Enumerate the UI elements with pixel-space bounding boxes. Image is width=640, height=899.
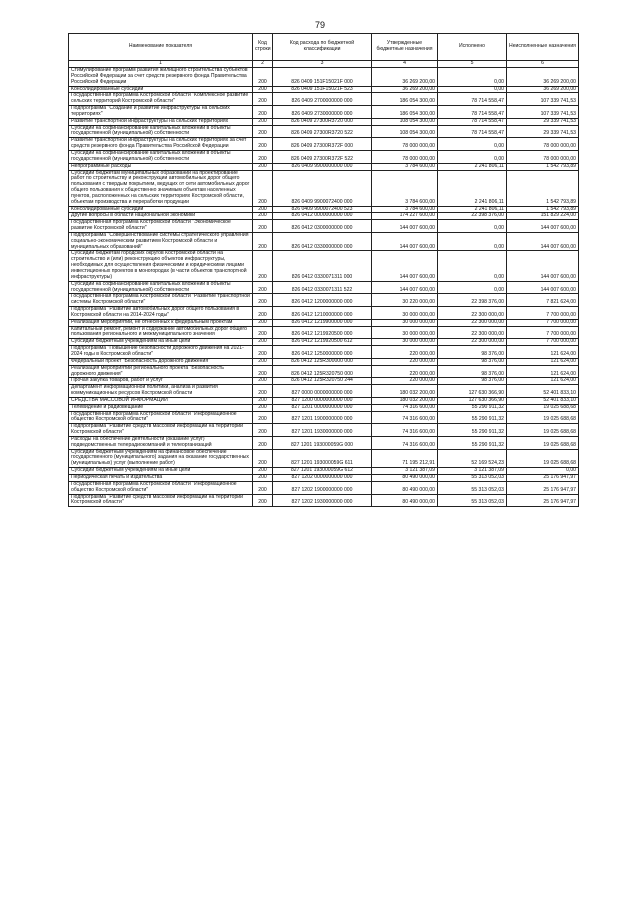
row-line-code: 200 (253, 339, 273, 346)
row-executed-amount: 127 630 366,90 (438, 385, 507, 398)
row-expense-code: 826 0409 151F15021F 000 (273, 68, 372, 87)
row-line-code: 200 (253, 424, 273, 437)
row-line-code: 200 (253, 213, 273, 220)
row-unexecuted-amount: 52 401 833,10 (507, 385, 579, 398)
row-line-code: 200 (253, 475, 273, 482)
row-expense-code: 826 0409 151F15021F 523 (273, 86, 372, 93)
table-row (69, 163, 579, 170)
row-executed-amount: 98 376,00 (438, 378, 507, 385)
row-expense-code: 826 0409 2730000000 000 (273, 106, 372, 119)
row-approved-amount: 220 000,00 (372, 346, 438, 359)
row-approved-amount: 78 000 000,00 (372, 150, 438, 163)
row-line-code: 200 (253, 449, 273, 468)
row-line-code: 200 (253, 150, 273, 163)
row-approved-amount: 144 007 600,00 (372, 251, 438, 281)
row-indicator-name: Стимулирование программ развития жилищного строительства субъектов Российской Федерации за счет средств резервного фонда Правительства Российской Федерации (69, 68, 253, 87)
row-unexecuted-amount: 151 829 224,00 (507, 213, 579, 220)
row-indicator-name: Субсидии бюджетам муниципальных образований на проектирование работ по строительству и реконструкции автомобильных дорог общего пользования с твердым покрытием, ведущих от сети автомобильных дорог общего пользования к общественно значимым объектам населенных пунктов, расположенных на сельских территориях Костромской области, объектам производства и переработки продукции (69, 170, 253, 206)
row-unexecuted-amount: 1 542 793,89 (507, 170, 579, 206)
row-unexecuted-amount: 1 542 793,89 (507, 163, 579, 170)
row-unexecuted-amount: 19 025 688,68 (507, 404, 579, 411)
row-executed-amount: 55 313 052,03 (438, 494, 507, 507)
row-indicator-name: Государственная программа Костромской области "Информационное общество Костромской области" (69, 481, 253, 494)
row-executed-amount: 55 313 052,03 (438, 481, 507, 494)
header-expense-code: Код расхода по бюджетной классификации (273, 34, 372, 61)
row-unexecuted-amount: 0,00 (507, 468, 579, 475)
row-executed-amount: 98 376,00 (438, 365, 507, 378)
row-indicator-name: Прочая закупка товаров, работ и услуг (69, 378, 253, 385)
row-expense-code: 826 0412 0000000000 000 (273, 213, 372, 220)
row-expense-code: 826 0412 0330000000 000 (273, 232, 372, 251)
row-expense-code: 826 0409 9900072400 523 (273, 206, 372, 213)
row-indicator-name: Подпрограмма "Повышение безопасности дорожного движения на 2021-2024 годы в Костромской области" (69, 346, 253, 359)
table-row (69, 251, 579, 281)
row-executed-amount: 2 241 806,11 (438, 170, 507, 206)
row-indicator-name: Телевидение и радиовещание (69, 404, 253, 411)
row-line-code: 200 (253, 170, 273, 206)
row-unexecuted-amount: 78 000 000,00 (507, 138, 579, 151)
row-line-code: 200 (253, 436, 273, 449)
table-row (69, 365, 579, 378)
row-line-code: 200 (253, 326, 273, 339)
row-executed-amount: 0,00 (438, 220, 507, 233)
row-expense-code: 826 0412 1219900000 000 (273, 319, 372, 326)
row-executed-amount: 78 714 558,47 (438, 125, 507, 138)
row-line-code: 200 (253, 86, 273, 93)
row-executed-amount: 55 290 911,32 (438, 424, 507, 437)
table-row (69, 150, 579, 163)
row-indicator-name: Реализация мероприятий регионального проекта "Безопасность дорожного движения" (69, 365, 253, 378)
page-number: 79 (314, 20, 325, 30)
row-unexecuted-amount: 121 624,00 (507, 365, 579, 378)
row-approved-amount: 144 007 600,00 (372, 220, 438, 233)
row-indicator-name: Подпрограмма "Создание и развитие инфраструктуры на сельских территориях" (69, 106, 253, 119)
row-unexecuted-amount: 7 700 000,00 (507, 307, 579, 320)
column-number: 5 (438, 61, 507, 68)
row-approved-amount: 80 490 000,00 (372, 475, 438, 482)
table-row (69, 307, 579, 320)
row-unexecuted-amount: 19 025 688,68 (507, 436, 579, 449)
row-executed-amount: 0,00 (438, 150, 507, 163)
row-line-code: 200 (253, 468, 273, 475)
row-executed-amount: 22 300 000,00 (438, 326, 507, 339)
table-row (69, 436, 579, 449)
table-row (69, 411, 579, 424)
row-indicator-name: Расходы на обеспечение деятельности (оказание услуг) подведомственных телерадиокомпаний и телеорганизаций (69, 436, 253, 449)
row-approved-amount: 220 000,00 (372, 378, 438, 385)
row-executed-amount: 55 290 911,32 (438, 404, 507, 411)
row-line-code: 200 (253, 294, 273, 307)
header-approved: Утвержденные бюджетные назначения (372, 34, 438, 61)
row-expense-code: 826 0412 0330071311 000 (273, 251, 372, 281)
row-line-code: 200 (253, 138, 273, 151)
row-line-code: 200 (253, 118, 273, 125)
row-indicator-name: Субсидии бюджетным учреждениям на иные цели (69, 468, 253, 475)
row-expense-code: 826 0409 27300R372F 522 (273, 150, 372, 163)
row-expense-code: 826 0412 125R300000 000 (273, 358, 372, 365)
row-indicator-name: Федеральный проект "Безопасность дорожного движения" (69, 358, 253, 365)
table-row (69, 385, 579, 398)
row-executed-amount: 78 714 558,47 (438, 93, 507, 106)
row-line-code: 200 (253, 163, 273, 170)
table-row (69, 281, 579, 294)
row-expense-code: 827 1202 1900000000 000 (273, 481, 372, 494)
row-executed-amount: 0,00 (438, 86, 507, 93)
row-expense-code: 827 1201 193000059G 000 (273, 436, 372, 449)
row-unexecuted-amount: 121 624,00 (507, 346, 579, 359)
row-expense-code: 827 1201 0000000000 000 (273, 404, 372, 411)
row-line-code: 200 (253, 358, 273, 365)
budget-execution-table (68, 33, 579, 507)
row-unexecuted-amount: 78 000 000,00 (507, 150, 579, 163)
row-executed-amount: 98 376,00 (438, 346, 507, 359)
row-executed-amount: 0,00 (438, 68, 507, 87)
row-executed-amount: 55 290 911,32 (438, 411, 507, 424)
row-executed-amount: 55 290 911,32 (438, 436, 507, 449)
row-expense-code: 826 0412 1210000000 000 (273, 307, 372, 320)
row-executed-amount: 0,00 (438, 232, 507, 251)
row-expense-code: 826 0412 1219920500 000 (273, 326, 372, 339)
row-line-code: 200 (253, 106, 273, 119)
row-indicator-name: Развитие транспортной инфраструктуры на сельских территориях (69, 118, 253, 125)
table-row (69, 138, 579, 151)
row-approved-amount: 30 000 000,00 (372, 307, 438, 320)
row-expense-code: 826 0409 27300R3720 522 (273, 125, 372, 138)
row-indicator-name: Подпрограмма "Развитие средств массовой информации на территории Костромской области" (69, 494, 253, 507)
row-unexecuted-amount: 107 339 741,53 (507, 93, 579, 106)
row-expense-code: 826 0412 0300000000 000 (273, 220, 372, 233)
row-line-code: 200 (253, 494, 273, 507)
row-line-code: 200 (253, 206, 273, 213)
row-indicator-name: Государственная программа Костромской области "Информационное общество Костромской области" (69, 411, 253, 424)
row-expense-code: 827 1201 1900000000 000 (273, 411, 372, 424)
header-line-code: Код строки (253, 34, 273, 61)
row-executed-amount: 22 300 000,00 (438, 319, 507, 326)
row-unexecuted-amount: 25 176 947,97 (507, 494, 579, 507)
row-expense-code: 826 0409 2700000000 000 (273, 93, 372, 106)
row-approved-amount: 3 784 600,00 (372, 170, 438, 206)
row-expense-code: 826 0412 1219920500 612 (273, 339, 372, 346)
row-executed-amount: 78 714 558,47 (438, 118, 507, 125)
row-indicator-name: Непрограммные расходы (69, 163, 253, 170)
row-indicator-name: Субсидии бюджетным учреждениям на иные цели (69, 339, 253, 346)
row-unexecuted-amount: 25 176 947,97 (507, 481, 579, 494)
row-approved-amount: 36 269 200,00 (372, 68, 438, 87)
table-row (69, 68, 579, 87)
row-indicator-name: Подпрограмма "Развитие средств массовой информации на территории Костромской области" (69, 424, 253, 437)
row-unexecuted-amount: 1 542 793,89 (507, 206, 579, 213)
row-approved-amount: 74 316 600,00 (372, 436, 438, 449)
column-number: 2 (253, 61, 273, 68)
row-line-code: 200 (253, 365, 273, 378)
row-indicator-name: Департамент информационной политики, анализа и развития коммуникационных ресурсов Костромской области (69, 385, 253, 398)
row-unexecuted-amount: 25 176 947,97 (507, 475, 579, 482)
row-approved-amount: 71 195 212,91 (372, 449, 438, 468)
row-expense-code: 827 1201 193000059G 611 (273, 449, 372, 468)
row-expense-code: 826 0409 27300R3720 000 (273, 118, 372, 125)
row-approved-amount: 186 054 300,00 (372, 106, 438, 119)
row-unexecuted-amount: 7 700 000,00 (507, 339, 579, 346)
row-unexecuted-amount: 36 269 200,00 (507, 86, 579, 93)
row-line-code: 200 (253, 385, 273, 398)
row-expense-code: 826 0412 0330071311 522 (273, 281, 372, 294)
row-unexecuted-amount: 7 700 000,00 (507, 319, 579, 326)
row-expense-code: 827 1202 1930000000 000 (273, 494, 372, 507)
table-row (69, 424, 579, 437)
row-expense-code: 827 1201 193000059G 612 (273, 468, 372, 475)
row-indicator-name: Периодическая печать и издательства (69, 475, 253, 482)
row-expense-code: 827 1200 0000000000 000 (273, 397, 372, 404)
row-approved-amount: 3 784 600,00 (372, 163, 438, 170)
row-approved-amount: 220 000,00 (372, 358, 438, 365)
row-approved-amount: 36 269 200,00 (372, 86, 438, 93)
row-indicator-name: Субсидии бюджетам городских округов Костромской области на строительство и (или) реконструкцию объектов инфраструктуры, необходимых для осуществления физическими и юридическими лицами инвестиционных проектов в моногородах (в части объектов транспортной инфраструктуры) (69, 251, 253, 281)
row-approved-amount: 180 032 200,00 (372, 397, 438, 404)
table-body (69, 68, 579, 507)
row-approved-amount: 74 316 600,00 (372, 404, 438, 411)
table-row (69, 346, 579, 359)
row-unexecuted-amount: 121 624,00 (507, 358, 579, 365)
row-approved-amount: 144 007 600,00 (372, 232, 438, 251)
row-approved-amount: 80 490 000,00 (372, 481, 438, 494)
row-approved-amount: 220 000,00 (372, 365, 438, 378)
row-unexecuted-amount: 7 700 000,00 (507, 326, 579, 339)
table-row (69, 481, 579, 494)
table-row (69, 294, 579, 307)
table-row (69, 170, 579, 206)
table-row (69, 494, 579, 507)
row-indicator-name: Государственная программа Костромской области "Экономическое развитие Костромской области" (69, 220, 253, 233)
row-executed-amount: 22 398 376,00 (438, 213, 507, 220)
row-approved-amount: 3 121 387,09 (372, 468, 438, 475)
row-line-code: 200 (253, 125, 273, 138)
column-number: 1 (69, 61, 253, 68)
row-executed-amount: 22 300 000,00 (438, 339, 507, 346)
row-expense-code: 826 0409 9900000000 000 (273, 163, 372, 170)
table-row (69, 220, 579, 233)
table-row (69, 449, 579, 468)
header-unexecuted: Неисполненные назначения (507, 34, 579, 61)
row-executed-amount: 78 714 558,47 (438, 106, 507, 119)
column-number: 3 (273, 61, 372, 68)
row-indicator-name: Подпрограмма "Совершенствование системы стратегического управления социально-экономическим развитием Костромской области и муниципальных образований" (69, 232, 253, 251)
row-unexecuted-amount: 144 007 600,00 (507, 232, 579, 251)
row-indicator-name: Консолидированные субсидии (69, 86, 253, 93)
row-line-code: 200 (253, 378, 273, 385)
row-executed-amount: 2 241 806,11 (438, 163, 507, 170)
row-approved-amount: 144 007 600,00 (372, 281, 438, 294)
row-line-code: 200 (253, 220, 273, 233)
row-line-code: 200 (253, 319, 273, 326)
row-indicator-name: Капитальный ремонт, ремонт и содержание автомобильных дорог общего пользования регионального и межмуниципального значения (69, 326, 253, 339)
row-approved-amount: 78 000 000,00 (372, 138, 438, 151)
row-indicator-name: Государственная программа Костромской области "Развитие транспортной системы Костромской области" (69, 294, 253, 307)
row-indicator-name: СРЕДСТВА МАССОВОЙ ИНФОРМАЦИИ (69, 397, 253, 404)
row-expense-code: 827 1202 0000000000 000 (273, 475, 372, 482)
row-indicator-name: Другие вопросы в области национальной экономики (69, 213, 253, 220)
row-indicator-name: Субсидии на софинансирование капитальных вложений в объекты государственной (муниципальной) собственности (69, 150, 253, 163)
row-expense-code: 827 1201 1930000000 000 (273, 424, 372, 437)
row-approved-amount: 108 054 300,00 (372, 125, 438, 138)
row-unexecuted-amount: 144 007 600,00 (507, 281, 579, 294)
row-line-code: 200 (253, 411, 273, 424)
row-unexecuted-amount: 19 025 688,68 (507, 449, 579, 468)
row-unexecuted-amount: 36 269 200,00 (507, 68, 579, 87)
row-line-code: 200 (253, 346, 273, 359)
row-unexecuted-amount: 121 624,00 (507, 378, 579, 385)
row-approved-amount: 186 054 300,00 (372, 93, 438, 106)
row-approved-amount: 74 316 600,00 (372, 424, 438, 437)
row-line-code: 200 (253, 251, 273, 281)
row-approved-amount: 174 227 600,00 (372, 213, 438, 220)
row-unexecuted-amount: 107 339 741,53 (507, 106, 579, 119)
row-line-code: 200 (253, 404, 273, 411)
row-unexecuted-amount: 144 007 600,00 (507, 220, 579, 233)
row-line-code: 200 (253, 307, 273, 320)
row-executed-amount: 0,00 (438, 251, 507, 281)
row-executed-amount: 55 313 052,03 (438, 475, 507, 482)
row-executed-amount: 22 398 376,00 (438, 294, 507, 307)
row-unexecuted-amount: 19 025 688,68 (507, 424, 579, 437)
row-line-code: 200 (253, 281, 273, 294)
row-unexecuted-amount: 19 025 688,68 (507, 411, 579, 424)
row-expense-code: 826 0412 1250000000 000 (273, 346, 372, 359)
row-expense-code: 826 0409 27300R372F 000 (273, 138, 372, 151)
row-executed-amount: 3 121 387,09 (438, 468, 507, 475)
row-unexecuted-amount: 29 339 741,53 (507, 118, 579, 125)
row-expense-code: 826 0412 1200000000 000 (273, 294, 372, 307)
row-expense-code: 826 0412 125R320750 244 (273, 378, 372, 385)
row-indicator-name: Консолидированные субсидии (69, 206, 253, 213)
row-indicator-name: Государственная программа Костромской области "Комплексное развитие сельских территорий Костромской области" (69, 93, 253, 106)
row-unexecuted-amount: 144 007 600,00 (507, 251, 579, 281)
column-number: 4 (372, 61, 438, 68)
row-executed-amount: 0,00 (438, 138, 507, 151)
row-executed-amount: 127 630 366,90 (438, 397, 507, 404)
row-line-code: 200 (253, 232, 273, 251)
row-indicator-name: Реализация мероприятий, не отнесенных к федеральным проектам (69, 319, 253, 326)
row-approved-amount: 80 490 000,00 (372, 494, 438, 507)
row-approved-amount: 30 000 000,00 (372, 339, 438, 346)
row-expense-code: 826 0409 9900072400 000 (273, 170, 372, 206)
table-row (69, 232, 579, 251)
row-line-code: 200 (253, 397, 273, 404)
row-approved-amount: 30 000 000,00 (372, 326, 438, 339)
row-indicator-name: Субсидии на софинансирование капитальных вложений в объекты государственной (муниципальной) собственности (69, 125, 253, 138)
row-expense-code: 827 0000 0000000000 000 (273, 385, 372, 398)
row-approved-amount: 30 220 000,00 (372, 294, 438, 307)
row-indicator-name: Развитие транспортной инфраструктуры на сельских территориях за счет средств резервного фонда Правительства Российской Федерации (69, 138, 253, 151)
row-approved-amount: 3 784 600,00 (372, 206, 438, 213)
row-approved-amount: 74 316 600,00 (372, 411, 438, 424)
row-unexecuted-amount: 7 821 624,00 (507, 294, 579, 307)
row-expense-code: 826 0412 125R320750 000 (273, 365, 372, 378)
row-indicator-name: Субсидии на софинансирование капитальных вложений в объекты государственной (муниципальной) собственности (69, 281, 253, 294)
row-approved-amount: 180 032 200,00 (372, 385, 438, 398)
row-line-code: 200 (253, 68, 273, 87)
row-unexecuted-amount: 52 401 833,10 (507, 397, 579, 404)
row-indicator-name: Подпрограмма "Развитие автомобильных дорог общего пользования в Костромской области на 2014-2024 годы" (69, 307, 253, 320)
column-number: 6 (507, 61, 579, 68)
row-indicator-name: Субсидии бюджетным учреждениям на финансовое обеспечение государственного (муниципального) задания на оказание государственных (муниципальных) услуг (выполнение работ) (69, 449, 253, 468)
row-line-code: 200 (253, 93, 273, 106)
table-row (69, 125, 579, 138)
row-executed-amount: 98 376,00 (438, 358, 507, 365)
header-indicator-name: Наименование показателя (69, 34, 253, 61)
row-unexecuted-amount: 29 339 741,53 (507, 125, 579, 138)
row-executed-amount: 52 169 524,23 (438, 449, 507, 468)
table-header-row (69, 34, 579, 61)
row-approved-amount: 108 054 300,00 (372, 118, 438, 125)
table-row (69, 326, 579, 339)
row-executed-amount: 22 300 000,00 (438, 307, 507, 320)
row-line-code: 200 (253, 481, 273, 494)
row-executed-amount: 0,00 (438, 281, 507, 294)
table-row (69, 106, 579, 119)
header-executed: Исполнено (438, 34, 507, 61)
table-row (69, 93, 579, 106)
row-approved-amount: 30 000 000,00 (372, 319, 438, 326)
row-executed-amount: 2 241 806,11 (438, 206, 507, 213)
